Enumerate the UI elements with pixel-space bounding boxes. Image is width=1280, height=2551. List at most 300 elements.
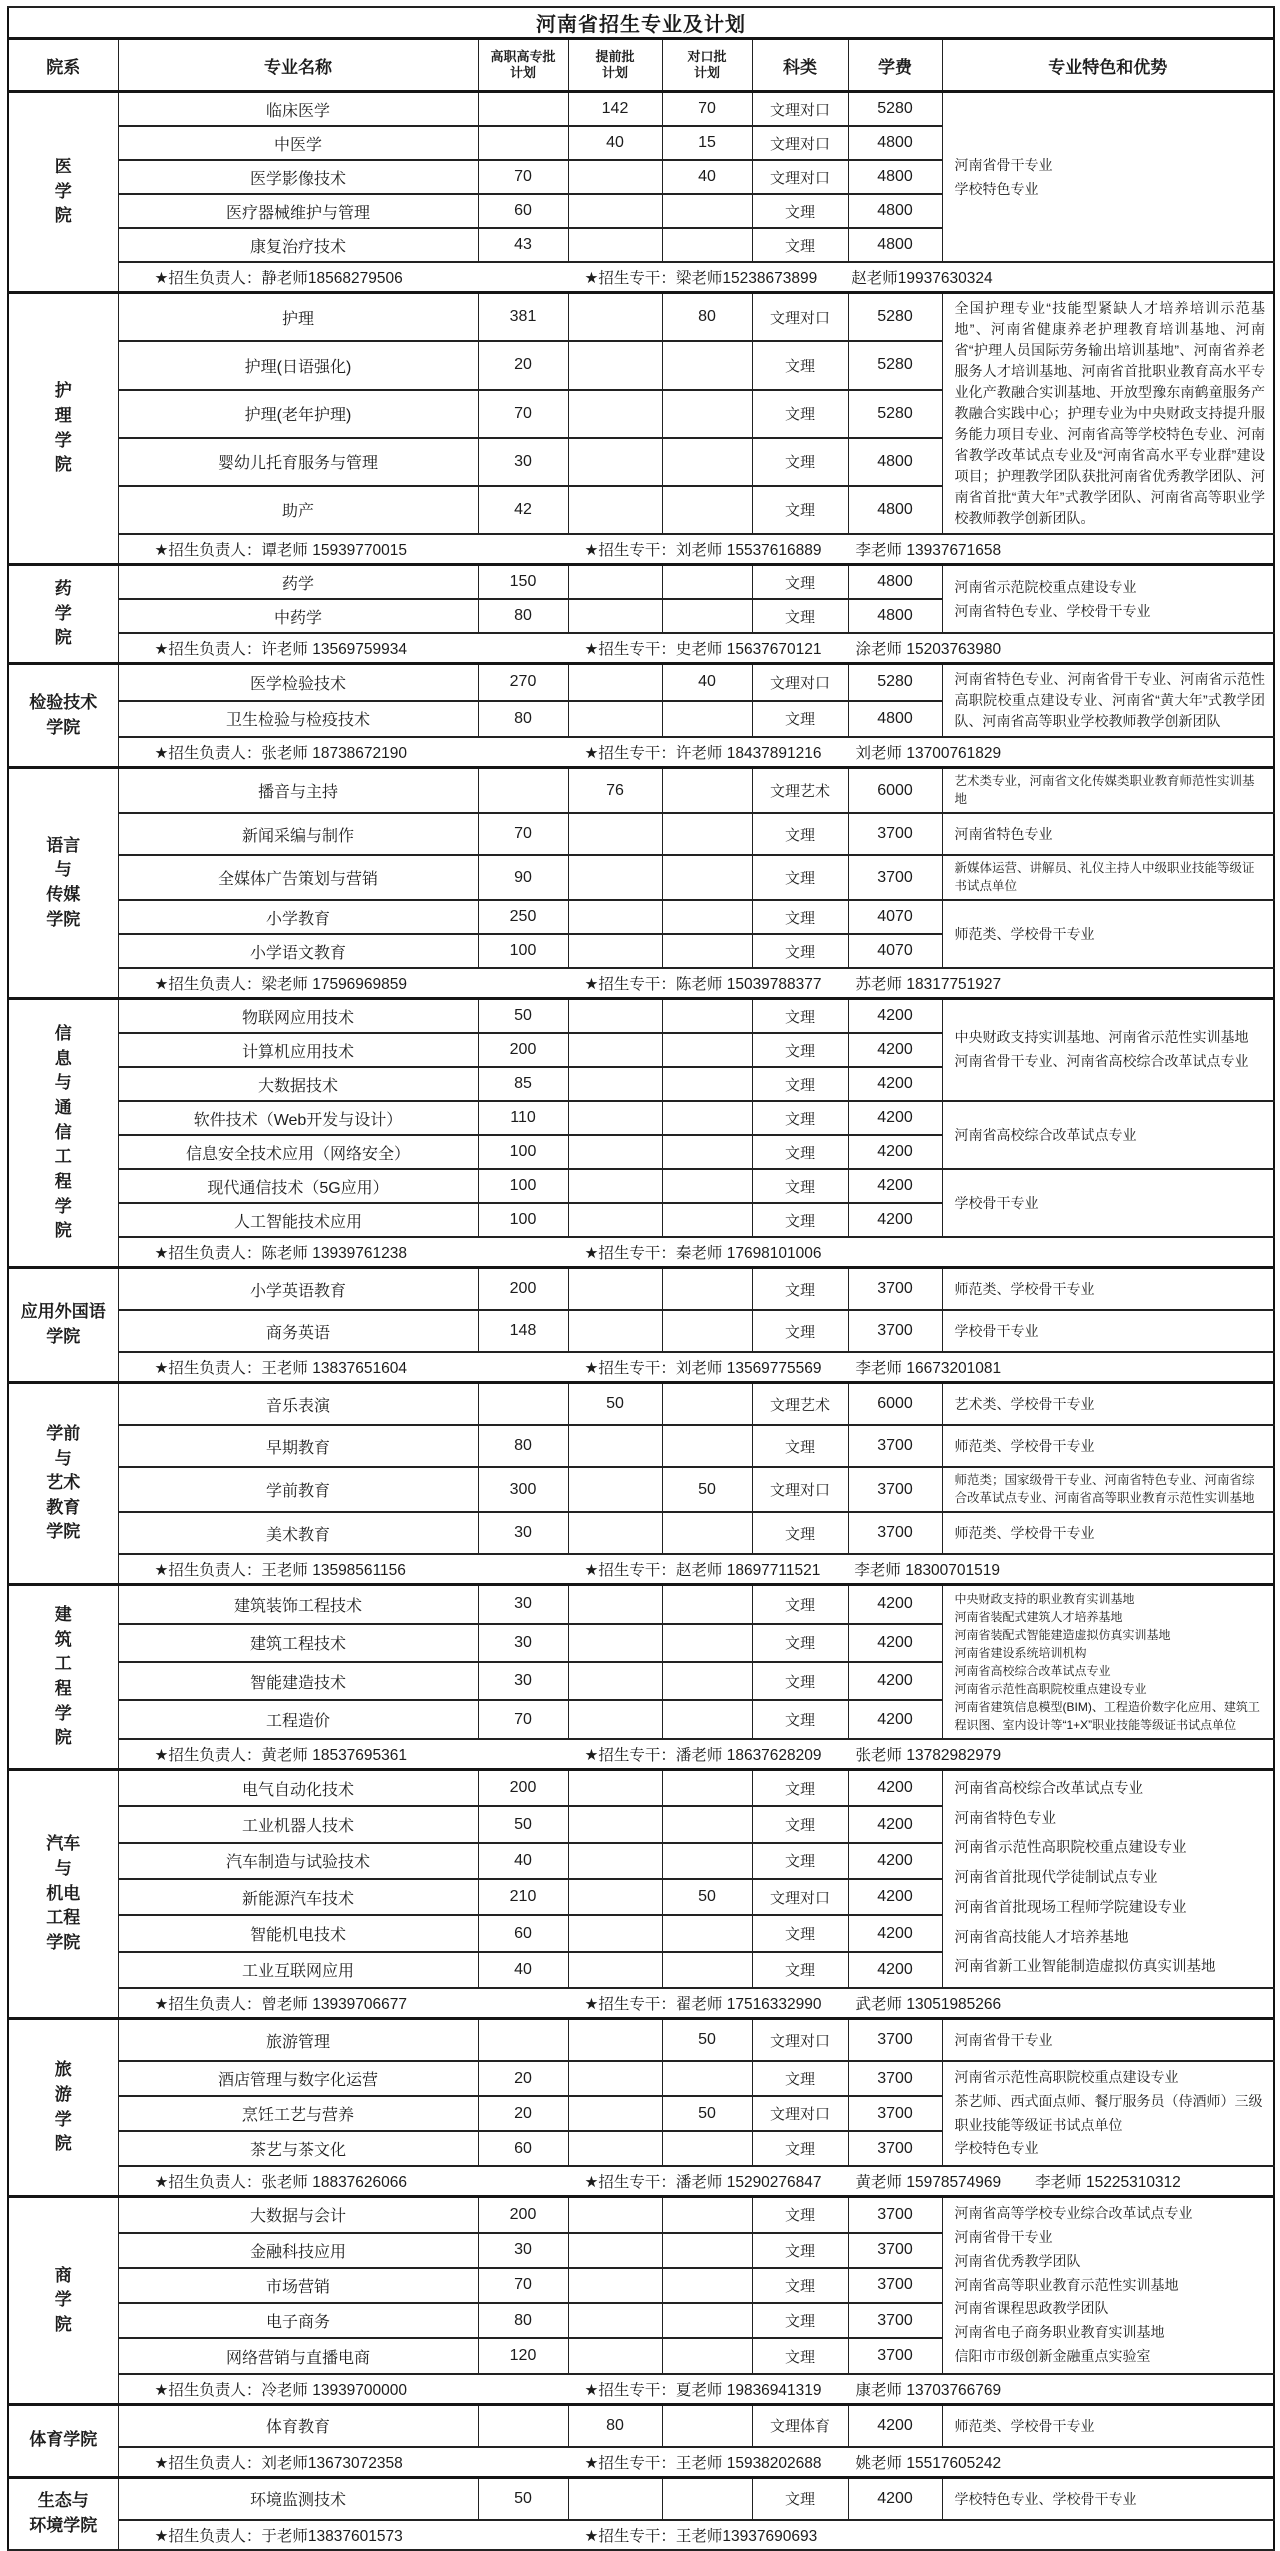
major-row <box>8 2061 1274 2096</box>
major-name-cell: 小学语文教育 <box>118 934 478 968</box>
college-name-line: 传媒 <box>46 885 81 904</box>
plan-gaozhi-cell: 210 <box>478 1879 568 1915</box>
plan-tiqian-cell <box>568 486 662 534</box>
plan-gaozhi-cell: 50 <box>478 1806 568 1842</box>
college-name-line: 信 <box>54 1122 72 1142</box>
college-cell <box>8 2404 118 2477</box>
subject-type-cell: 文理 <box>752 228 848 262</box>
major-name-cell: 卫生检验与检疫技术 <box>118 701 478 737</box>
contact-info <box>119 2524 1274 2546</box>
contact-info <box>119 2170 1274 2192</box>
feature-line: 河南省特色专业、学校骨干专业 <box>954 603 1151 619</box>
contact-row <box>8 633 1274 664</box>
plan-duikou-cell <box>662 1033 752 1067</box>
college-name-line: 工程 <box>46 1908 81 1928</box>
recruit-leader-text: ★招生负责人：陈老师 13939761238 <box>154 1245 408 1262</box>
feature-line: 河南省示范性高职院校重点建设专业 <box>954 2069 1179 2086</box>
plan-tiqian-cell <box>568 1467 662 1512</box>
page-title: 河南省招生专业及计划 <box>8 7 1274 39</box>
subject-type-cell: 文理 <box>752 1101 848 1135</box>
tuition-cell: 3700 <box>848 813 942 855</box>
contact-row <box>8 2166 1274 2197</box>
recruit-leader-text: ★招生负责人：静老师18568279506 <box>154 270 403 287</box>
major-name-cell: 婴幼儿托育服务与管理 <box>118 438 478 486</box>
col-header-duikou-line2: 计划 <box>693 65 720 80</box>
plan-tiqian-cell: 40 <box>568 126 662 160</box>
plan-tiqian-cell <box>568 1770 662 1807</box>
plan-gaozhi-cell: 100 <box>478 934 568 968</box>
feature-line: 信阳市市级创新金融重点实验室 <box>954 2348 1151 2364</box>
subject-type-cell: 文理 <box>752 813 848 855</box>
plan-tiqian-cell <box>568 1067 662 1101</box>
subject-type-cell: 文理 <box>752 2303 848 2338</box>
major-row <box>8 92 1274 127</box>
plan-duikou-cell <box>662 1585 752 1624</box>
college-name-line: 体育学院 <box>29 2430 98 2450</box>
plan-tiqian-cell <box>568 390 662 438</box>
contact-cell <box>118 1237 1274 1268</box>
college-name-line: 建 <box>54 1605 72 1625</box>
tuition-cell: 5280 <box>848 390 942 438</box>
tuition-cell: 4200 <box>848 1033 942 1067</box>
contact-row <box>8 737 1274 768</box>
contact-cell <box>118 737 1274 768</box>
subject-type-cell: 文理 <box>752 2131 848 2166</box>
col-header-subject: 科类 <box>752 39 848 92</box>
tuition-cell: 4800 <box>848 701 942 737</box>
plan-gaozhi-cell: 30 <box>478 2233 568 2268</box>
recruit-specialist-text: ★招生专干：赵老师 18697711521 <box>584 1562 821 1579</box>
plan-gaozhi-cell: 30 <box>478 1624 568 1662</box>
college-cell <box>8 1383 118 1585</box>
recruit-specialist-text: ★招生专干：刘老师 13569775569 <box>584 1360 822 1377</box>
features-cell <box>942 2061 1274 2166</box>
plan-duikou-cell <box>662 1806 752 1842</box>
feature-line: 河南省高校综合改革试点专业 <box>954 1781 1143 1797</box>
plan-tiqian-cell <box>568 2096 662 2131</box>
plan-gaozhi-cell <box>478 2404 568 2447</box>
subject-type-cell: 文理 <box>752 855 848 900</box>
plan-tiqian-cell <box>568 2303 662 2338</box>
subject-type-cell: 文理对口 <box>752 2096 848 2131</box>
plan-gaozhi-cell <box>478 768 568 814</box>
tuition-cell: 3700 <box>848 1467 942 1512</box>
recruit-specialist-text: ★招生专干：许老师 18437891216 <box>584 745 822 762</box>
plan-duikou-cell <box>662 1624 752 1662</box>
tuition-cell: 4200 <box>848 2404 942 2447</box>
contact-cell <box>118 2374 1274 2405</box>
feature-line: 学校特色专业 <box>954 181 1039 197</box>
plan-duikou-cell <box>662 1383 752 1426</box>
plan-tiqian-cell <box>568 2338 662 2373</box>
plan-tiqian-cell <box>568 1169 662 1203</box>
college-name-line: 环境学院 <box>29 2515 98 2535</box>
contact-cell <box>118 262 1274 293</box>
plan-duikou-cell <box>662 1203 752 1237</box>
plan-duikou-cell <box>662 390 752 438</box>
contact-info <box>119 1558 1274 1580</box>
subject-type-cell: 文理 <box>752 1033 848 1067</box>
plan-duikou-cell <box>662 1512 752 1554</box>
recruit-specialist-text: 姚老师 15517605242 <box>855 2454 1002 2472</box>
col-header-features: 专业特色和优势 <box>942 39 1274 92</box>
features-cell: 新媒体运营、讲解员、礼仪主持人中级职业技能等级证书试点单位 <box>942 855 1274 900</box>
plan-tiqian-cell <box>568 900 662 934</box>
feature-line: 河南省优秀教学团队 <box>954 2252 1081 2269</box>
major-name-cell: 早期教育 <box>118 1425 478 1467</box>
recruit-specialist-text: 苏老师 18317751927 <box>855 976 1002 993</box>
plan-duikou-cell <box>662 1101 752 1135</box>
contact-info <box>119 1992 1274 2014</box>
recruit-leader-text: ★招生负责人：许老师 13569759934 <box>154 641 408 658</box>
plan-duikou-cell <box>662 599 752 633</box>
plan-duikou-cell: 50 <box>662 1467 752 1512</box>
major-row <box>8 293 1274 342</box>
major-name-cell: 医学检验技术 <box>118 664 478 701</box>
plan-duikou-cell: 50 <box>662 1879 752 1915</box>
major-row <box>8 1770 1274 1807</box>
tuition-cell: 4200 <box>848 1662 942 1700</box>
major-name-cell: 电子商务 <box>118 2303 478 2338</box>
plan-tiqian-cell <box>568 1806 662 1842</box>
plan-gaozhi-cell: 250 <box>478 900 568 934</box>
plan-duikou-cell <box>662 999 752 1034</box>
tuition-cell: 3700 <box>848 1310 942 1352</box>
col-header-tiqian <box>568 39 662 92</box>
plan-gaozhi-cell: 50 <box>478 999 568 1034</box>
tuition-cell: 4200 <box>848 1843 942 1879</box>
features-cell <box>942 1770 1274 1989</box>
major-name-cell: 建筑装饰工程技术 <box>118 1585 478 1624</box>
college-name-line: 通 <box>54 1098 72 1118</box>
recruit-specialist-text: ★招生专干：王老师13937690693 <box>584 2527 818 2545</box>
recruit-specialist-text: 李老师 13937671658 <box>855 542 1002 559</box>
recruit-specialist-text: ★招生专干：陈老师 15039788377 <box>584 976 822 993</box>
tuition-cell: 3700 <box>848 2338 942 2373</box>
col-header-college: 院系 <box>8 39 118 92</box>
major-name-cell: 临床医学 <box>118 92 478 127</box>
plan-tiqian-cell <box>568 855 662 900</box>
plan-duikou-cell <box>662 813 752 855</box>
college-name-line: 与 <box>54 860 72 880</box>
subject-type-cell: 文理 <box>752 1585 848 1624</box>
plan-tiqian-cell <box>568 599 662 633</box>
plan-gaozhi-cell: 60 <box>478 2131 568 2166</box>
college-name-line: 学 <box>54 1196 72 1216</box>
tuition-cell: 4070 <box>848 900 942 934</box>
tuition-cell: 4800 <box>848 126 942 160</box>
major-name-cell: 电气自动化技术 <box>118 1770 478 1807</box>
recruit-specialist-text: ★招生专干：翟老师 17516332990 <box>584 1996 822 2014</box>
plan-tiqian-cell <box>568 934 662 968</box>
major-name-cell: 烹饪工艺与营养 <box>118 2096 478 2131</box>
major-name-cell: 旅游管理 <box>118 2019 478 2062</box>
tuition-cell: 3700 <box>848 2061 942 2096</box>
contact-info <box>119 1356 1274 1378</box>
plan-tiqian-cell: 76 <box>568 768 662 814</box>
feature-line: 茶艺师、西式面点师、餐厅服务员（侍酒师）三级职业技能等级证书试点单位 <box>954 2092 1263 2133</box>
tuition-cell: 4200 <box>848 1135 942 1169</box>
recruit-specialist-text: ★招生专干：史老师 15637670121 <box>584 641 822 658</box>
college-name-line: 商 <box>54 2265 72 2285</box>
subject-type-cell: 文理对口 <box>752 293 848 342</box>
plan-gaozhi-cell: 30 <box>478 438 568 486</box>
major-name-cell: 汽车制造与试验技术 <box>118 1843 478 1879</box>
plan-duikou-cell: 40 <box>662 664 752 701</box>
features-cell: 河南省高校综合改革试点专业 <box>942 1101 1274 1169</box>
plan-duikou-cell <box>662 1268 752 1311</box>
college-name-line: 生态与 <box>37 2491 89 2511</box>
subject-type-cell: 文理对口 <box>752 1467 848 1512</box>
college-cell <box>8 2197 118 2405</box>
plan-duikou-cell <box>662 2061 752 2096</box>
major-name-cell: 智能建造技术 <box>118 1662 478 1700</box>
tuition-cell: 3700 <box>848 2197 942 2233</box>
college-cell <box>8 2477 118 2550</box>
contact-row <box>8 1352 1274 1383</box>
features-cell: 师范类、学校骨干专业 <box>942 1268 1274 1311</box>
tuition-cell: 4200 <box>848 1624 942 1662</box>
college-name-line: 机电 <box>46 1883 81 1903</box>
tuition-cell: 3700 <box>848 2019 942 2062</box>
features-cell: 学校骨干专业 <box>942 1310 1274 1352</box>
college-name-line: 学院 <box>46 1932 81 1952</box>
features-cell <box>942 565 1274 634</box>
col-header-tiqian-line1: 提前批 <box>595 49 635 65</box>
plan-tiqian-cell <box>568 565 662 600</box>
subject-type-cell: 文理 <box>752 2338 848 2373</box>
plan-duikou-cell <box>662 1662 752 1700</box>
subject-type-cell: 文理对口 <box>752 2019 848 2062</box>
plan-duikou-cell <box>662 2197 752 2233</box>
col-header-tiqian-line2: 计划 <box>601 65 628 80</box>
recruit-specialist-text: 刘老师 13700761829 <box>855 745 1002 762</box>
major-name-cell: 信息安全技术应用（网络安全） <box>118 1135 478 1169</box>
features-cell: 艺术类、学校骨干专业 <box>942 1383 1274 1426</box>
plan-duikou-cell <box>662 934 752 968</box>
tuition-cell: 4800 <box>848 486 942 534</box>
plan-duikou-cell <box>662 2303 752 2338</box>
college-name-line: 应用外国语 <box>20 1302 106 1322</box>
col-header-major: 专业名称 <box>118 39 478 92</box>
col-header-gaozhi-line2: 计划 <box>509 65 536 80</box>
subject-type-cell: 文理 <box>752 599 848 633</box>
college-cell <box>8 768 118 999</box>
feature-line: 河南省示范性高职院校重点建设专业 <box>954 1682 1147 1696</box>
plan-duikou-cell <box>662 565 752 600</box>
tuition-cell: 3700 <box>848 1512 942 1554</box>
college-cell <box>8 1268 118 1383</box>
college-name-line: 游 <box>54 2084 72 2104</box>
plan-duikou-cell: 15 <box>662 126 752 160</box>
tuition-cell: 3700 <box>848 2233 942 2268</box>
tuition-cell: 4800 <box>848 160 942 194</box>
recruit-specialist-text: 武老师 13051985266 <box>855 1996 1002 2014</box>
subject-type-cell: 文理 <box>752 2061 848 2096</box>
recruit-leader-text: ★招生负责人：王老师 13837651604 <box>154 1360 408 1377</box>
subject-type-cell: 文理 <box>752 900 848 934</box>
plan-gaozhi-cell: 70 <box>478 390 568 438</box>
subject-type-cell: 文理 <box>752 194 848 228</box>
subject-type-cell: 文理 <box>752 701 848 737</box>
tuition-cell: 5280 <box>848 293 942 342</box>
contact-cell <box>118 1988 1274 2019</box>
plan-gaozhi-cell: 40 <box>478 1952 568 1988</box>
contact-row <box>8 1554 1274 1585</box>
major-name-cell: 中药学 <box>118 599 478 633</box>
recruit-specialist-text: ★招生专干：王老师 15938202688 <box>584 2454 822 2472</box>
plan-duikou-cell: 70 <box>662 92 752 127</box>
plan-duikou-cell <box>662 768 752 814</box>
college-name-line: 语言 <box>46 835 81 855</box>
subject-type-cell: 文理 <box>752 2197 848 2233</box>
contact-cell <box>118 2447 1274 2478</box>
contact-info <box>119 972 1274 994</box>
tuition-cell: 4200 <box>848 999 942 1034</box>
recruit-specialist-text: ★招生专干：刘老师 15537616889 <box>584 542 822 559</box>
feature-line: 河南省课程思政教学团队 <box>954 2300 1109 2317</box>
contact-row <box>8 1988 1274 2019</box>
major-row <box>8 1512 1274 1554</box>
plan-duikou-cell <box>662 2477 752 2520</box>
plan-gaozhi-cell <box>478 126 568 160</box>
recruit-specialist-text: 李老师 15225310312 <box>1035 2174 1181 2192</box>
college-name-line: 药 <box>54 579 72 599</box>
recruit-leader-text: ★招生负责人：曾老师 13939706677 <box>154 1996 408 2014</box>
major-row <box>8 1383 1274 1426</box>
plan-duikou-cell <box>662 1843 752 1879</box>
major-name-cell: 体育教育 <box>118 2404 478 2447</box>
plan-duikou-cell: 50 <box>662 2019 752 2062</box>
tuition-cell: 4800 <box>848 565 942 600</box>
recruit-specialist-text: 赵老师19937630324 <box>851 270 993 287</box>
tuition-cell: 3700 <box>848 2096 942 2131</box>
college-name-line: 艺术 <box>46 1473 81 1493</box>
major-name-cell: 茶艺与茶文化 <box>118 2131 478 2166</box>
contact-info <box>119 741 1274 763</box>
features-cell <box>942 1585 1274 1740</box>
plan-gaozhi-cell: 30 <box>478 1512 568 1554</box>
plan-tiqian-cell <box>568 438 662 486</box>
plan-duikou-cell <box>662 1425 752 1467</box>
subject-type-cell: 文理 <box>752 934 848 968</box>
plan-tiqian-cell <box>568 1700 662 1739</box>
subject-type-cell: 文理 <box>752 1512 848 1554</box>
major-row <box>8 565 1274 600</box>
contact-info <box>119 1241 1274 1263</box>
contact-cell <box>118 1554 1274 1585</box>
major-name-cell: 现代通信技术（5G应用） <box>118 1169 478 1203</box>
plan-gaozhi-cell: 120 <box>478 2338 568 2373</box>
plan-tiqian-cell: 80 <box>568 2404 662 2447</box>
features-cell: 学校骨干专业 <box>942 1169 1274 1237</box>
contact-info <box>119 538 1274 560</box>
plan-duikou-cell <box>662 1700 752 1739</box>
plan-gaozhi-cell: 100 <box>478 1169 568 1203</box>
tuition-cell: 5280 <box>848 664 942 701</box>
contact-row <box>8 1739 1274 1770</box>
college-name-line: 教育 <box>46 1497 81 1517</box>
subject-type-cell: 文理 <box>752 1843 848 1879</box>
plan-tiqian-cell <box>568 1915 662 1951</box>
plan-tiqian-cell <box>568 1585 662 1624</box>
major-name-cell: 工业互联网应用 <box>118 1952 478 1988</box>
features-cell: 师范类；国家级骨干专业、河南省特色专业、河南省综合改革试点专业、河南省高等职业教育示范性实训基地 <box>942 1467 1274 1512</box>
tuition-cell: 4200 <box>848 1770 942 1807</box>
major-name-cell: 医疗器械维护与管理 <box>118 194 478 228</box>
tuition-cell: 4200 <box>848 1879 942 1915</box>
plan-gaozhi-cell: 110 <box>478 1101 568 1135</box>
college-name-line: 学 <box>54 603 72 623</box>
college-name-line: 筑 <box>54 1629 72 1649</box>
plan-tiqian-cell <box>568 1310 662 1352</box>
plan-tiqian-cell <box>568 1101 662 1135</box>
subject-type-cell: 文理艺术 <box>752 768 848 814</box>
college-name-line: 院 <box>54 1221 72 1241</box>
tuition-cell: 4200 <box>848 1203 942 1237</box>
tuition-cell: 5280 <box>848 341 942 389</box>
subject-type-cell: 文理 <box>752 565 848 600</box>
recruit-leader-text: ★招生负责人：刘老师13673072358 <box>154 2454 403 2472</box>
contact-row <box>8 2374 1274 2405</box>
tuition-cell: 5280 <box>848 92 942 127</box>
college-cell <box>8 1585 118 1770</box>
col-header-duikou <box>662 39 752 92</box>
tuition-cell: 4200 <box>848 1169 942 1203</box>
college-name-line: 理 <box>54 405 72 425</box>
plan-tiqian-cell <box>568 1268 662 1311</box>
plan-gaozhi-cell: 80 <box>478 2303 568 2338</box>
tuition-cell: 3700 <box>848 1425 942 1467</box>
tuition-cell: 3700 <box>848 2131 942 2166</box>
college-cell <box>8 92 118 293</box>
subject-type-cell: 文理 <box>752 1203 848 1237</box>
subject-type-cell: 文理 <box>752 2268 848 2303</box>
plan-tiqian-cell <box>568 2268 662 2303</box>
features-cell: 师范类、学校骨干专业 <box>942 2404 1274 2447</box>
plan-duikou-cell <box>662 2268 752 2303</box>
college-name-line: 学 <box>54 430 72 450</box>
plan-gaozhi-cell: 200 <box>478 2197 568 2233</box>
major-row <box>8 2404 1274 2447</box>
tuition-cell: 4200 <box>848 1585 942 1624</box>
features-cell: 学校特色专业、学校骨干专业 <box>942 2477 1274 2520</box>
college-name-line: 学 <box>54 2109 72 2129</box>
plan-duikou-cell <box>662 2404 752 2447</box>
major-row <box>8 855 1274 900</box>
contact-cell <box>118 534 1274 565</box>
subject-type-cell: 文理 <box>752 1169 848 1203</box>
plan-duikou-cell: 40 <box>662 160 752 194</box>
features-cell: 全国护理专业“技能型紧缺人才培养培训示范基地”、河南省健康养老护理教育培训基地、河南省“护理人员国际劳务输出培训基地”、河南省养老服务人才培训基地、河南省首批职业教育高水平专业化产教融合实训基地、开放型豫东南鹤童服务产教融合实践中心；护理专业为中央财政支持提升服务能力项目专业、河南省高等学校特色专业、河南省教学改革试点专业及“河南省高水平专业群”建设项目；护理教学团队获批河南省优秀教学团队、河南省首批“黄大年”式教学团队、河南省高等职业学校教师教学创新团队。 <box>942 293 1274 535</box>
contact-row <box>8 2520 1274 2550</box>
contact-row <box>8 1237 1274 1268</box>
plan-duikou-cell <box>662 2233 752 2268</box>
subject-type-cell: 文理 <box>752 486 848 534</box>
subject-type-cell: 文理 <box>752 1770 848 1807</box>
contact-cell <box>118 2166 1274 2197</box>
subject-type-cell: 文理对口 <box>752 1879 848 1915</box>
tuition-cell: 4800 <box>848 194 942 228</box>
recruit-leader-text: ★招生负责人：梁老师 17596969859 <box>154 976 408 993</box>
subject-type-cell: 文理对口 <box>752 126 848 160</box>
feature-line: 河南省首批现场工程师学院建设专业 <box>954 1899 1187 1916</box>
major-row <box>8 1268 1274 1311</box>
recruit-specialist-text: ★招生专干：夏老师 19836941319 <box>584 2381 822 2399</box>
tuition-cell: 3700 <box>848 855 942 900</box>
contact-row <box>8 968 1274 999</box>
college-name-line: 信 <box>54 1024 72 1044</box>
